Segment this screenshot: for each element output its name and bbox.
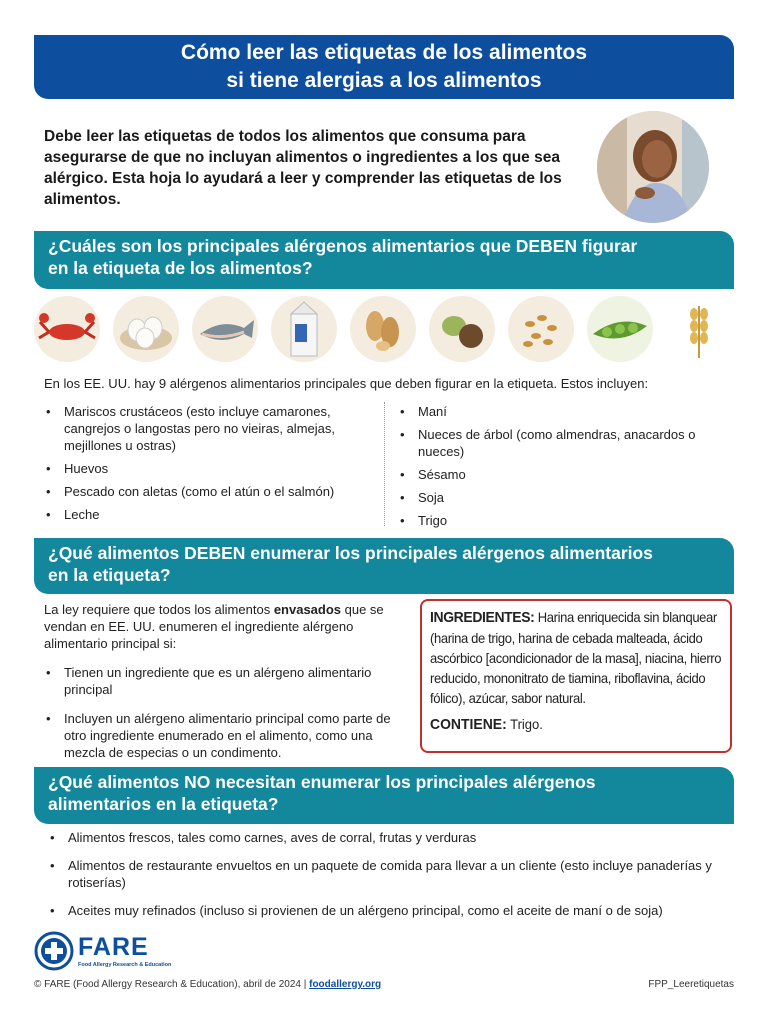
- lead-text: que se vendan en EE. UU. enumeren el ingrediente alérgeno alimentario principal si:: [44, 602, 384, 651]
- list-item: • Aceites muy refinados (incluso si provienen de un alérgeno principal, como el aceite de maní o de soja): [48, 902, 748, 919]
- woman-reading-label-photo: [597, 111, 709, 223]
- list-item: • Alimentos frescos, tales como carnes, aves de corral, frutas y verduras: [48, 829, 748, 846]
- allergen-icons-row: [34, 296, 734, 366]
- list-item: • Mariscos crustáceos (esto incluye camarones, cangrejos o langostas pero no vieiras, almejas, mejillones u ostras): [44, 403, 374, 454]
- copyright-text: © FARE (Food Allergy Research & Education), abril de 2024 |: [34, 979, 310, 990]
- soy-icon: [587, 296, 653, 362]
- lead-text: La ley requiere que todos los alimentos: [44, 602, 274, 617]
- list-item: • Incluyen un alérgeno alimentario principal como parte de otro ingrediente enumerado en el alimento, como una mezcla de especias o un condimento.: [44, 710, 394, 761]
- allergen-list-right: [398, 403, 698, 535]
- section2-heading-line1: ¿Qué alimentos DEBEN enumerar los principales alérgenos alimentarios: [48, 543, 653, 563]
- intro-paragraph: Debe leer las etiquetas de todos los alimentos que consuma para asegurarse de que no incluyan alimentos o ingredientes a los que sea alérgico. Esta hoja lo ayudará a leer y comprender las etiquetas de los alimentos.: [44, 128, 562, 208]
- sample-food-label: [420, 599, 732, 753]
- footer-copyright: [34, 979, 381, 990]
- list-item: • Alimentos de restaurante envueltos en un paquete de comida para llevar a un cliente (esto incluye panaderías y rotiserías): [48, 857, 748, 891]
- foodallergy-link[interactable]: foodallergy.org: [309, 979, 382, 990]
- list-divider: [384, 402, 385, 526]
- list-item: • Nueces de árbol (como almendras, anacardos o nueces): [398, 426, 698, 460]
- tree-nut-icon: [429, 296, 495, 362]
- wheat-icon: [666, 296, 732, 362]
- contains-text: [430, 716, 702, 733]
- section3-heading-line1: ¿Qué alimentos NO necesitan enumerar los principales alérgenos: [48, 772, 596, 792]
- section3-list: [48, 829, 748, 925]
- sesame-icon: [508, 296, 574, 362]
- list-item: • Sésamo: [398, 466, 698, 483]
- list-item: • Soja: [398, 489, 698, 506]
- section2-heading: [34, 538, 734, 594]
- section1-heading-line2: en la etiqueta de los alimentos?: [48, 258, 313, 278]
- fish-icon: [192, 296, 258, 362]
- section2-lead: [44, 601, 389, 652]
- list-item: • Pescado con aletas (como el atún o el salmón): [44, 483, 374, 500]
- list-item: • Tienen un ingrediente que es un alérgeno alimentario principal: [44, 664, 394, 698]
- peanut-icon: [350, 296, 416, 362]
- section3-heading: [34, 767, 734, 824]
- milk-carton-icon: [271, 296, 337, 362]
- ingredients-text: [430, 607, 726, 708]
- list-item: • Huevos: [44, 460, 374, 477]
- ingredients-list: Harina enriquecida sin blanquear (harina de trigo, harina de cebada malteada, ácido ascórbico [acondicionador de la masa], niacina, hierro reducido, mononitrato de tiamina, riboflavina, ácido fólico), azúcar, sabor natural.: [430, 609, 722, 706]
- page-title-line1: Cómo leer las etiquetas de los alimentos: [180, 41, 588, 64]
- contains-value: Trigo.: [510, 716, 543, 732]
- page-title-line2: si tiene alergias a los alimentos: [226, 69, 542, 92]
- document-code: FPP_Leeretiquetas: [648, 979, 734, 990]
- list-item: • Leche: [44, 506, 374, 523]
- section1-heading-line1: ¿Cuáles son los principales alérgenos alimentarios que DEBEN figurar: [48, 236, 638, 256]
- allergen-list-left: [44, 403, 374, 529]
- section1-lead: En los EE. UU. hay 9 alérgenos alimentarios principales que deben figurar en la etiqueta. Estos incluyen:: [44, 376, 649, 391]
- section1-heading: [34, 231, 734, 289]
- ingredients-title: INGREDIENTES:: [430, 609, 535, 626]
- logo-text: FARE: [78, 933, 149, 961]
- section3-heading-line2: alimentarios en la etiqueta?: [48, 794, 279, 814]
- eggs-icon: [113, 296, 179, 362]
- logo-subtitle: Food Allergy Research & Education: [78, 962, 172, 968]
- section2-list: [44, 664, 394, 767]
- lobster-icon: [34, 296, 100, 362]
- title-banner: [34, 35, 734, 99]
- list-item: • Maní: [398, 403, 698, 420]
- section2-heading-line2: en la etiqueta?: [48, 565, 171, 585]
- fare-logo: [34, 931, 204, 971]
- lead-bold-text: envasados: [273, 602, 342, 617]
- list-item: • Trigo: [398, 512, 698, 529]
- contains-title: CONTIENE:: [430, 716, 507, 733]
